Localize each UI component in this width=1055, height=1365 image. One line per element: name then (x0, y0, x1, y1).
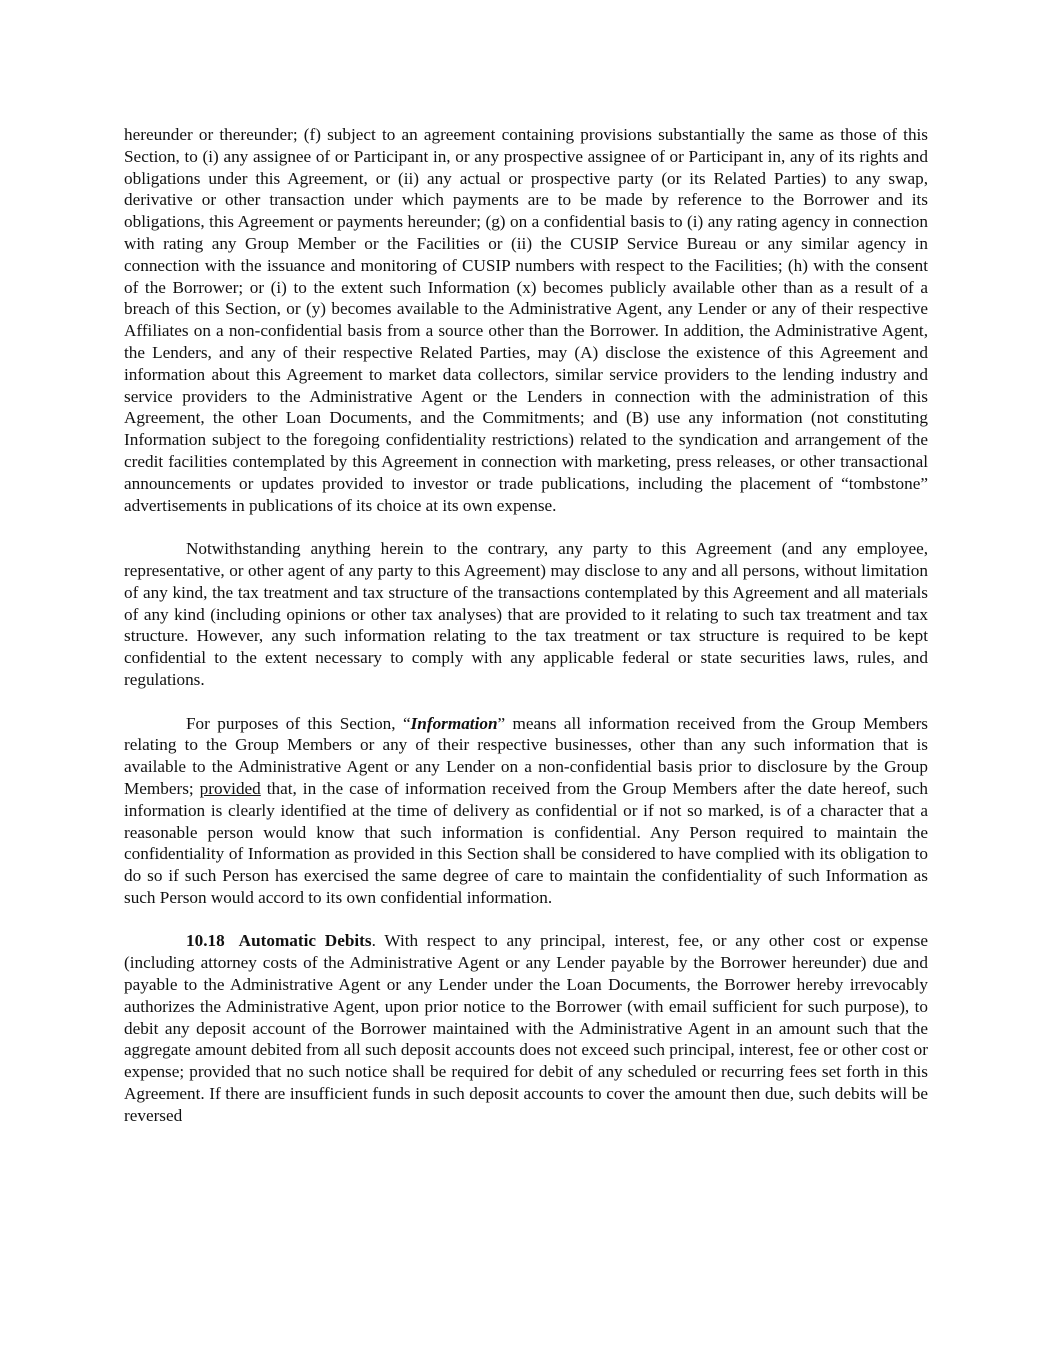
paragraph-information-definition (124, 713, 928, 909)
paragraph-tax-treatment: Notwithstanding anything herein to the contrary, any party to this Agreement (and any employee, representative, or other agent of any party to this Agreement) may disclose to any and all persons, without limitation of any kind, the tax treatment and tax structure of the transactions contemplated by this Agreement and all materials of any kind (including opinions or other tax analyses) that are provided to it relating to such tax treatment and tax structure. However, any such information relating to the tax treatment or tax structure is required to be kept confidential to the extent necessary to comply with any applicable federal or state securities laws, rules, and regulations. (124, 539, 928, 689)
document-body (124, 124, 928, 1148)
paragraph-confidentiality-disclosures: hereunder or thereunder; (f) subject to an agreement containing provisions substantially the same as those of this Section, to (i) any assignee of or Participant in, or any prospective assignee of or Participant in, any of its rights and obligations under this Agreement, or (ii) any actual or prospective party (or its Related Parties) to any swap, derivative or other transaction under which payments are to be made by reference to the Borrower and its obligations, this Agreement or payments hereunder; (g) on a confidential basis to (i) any rating agency in connection with rating any Group Member or the Facilities or (ii) the CUSIP Service Bureau or any similar agency in connection with the issuance and monitoring of CUSIP numbers with respect to the Facilities; (h) with the consent of the Borrower; or (i) to the extent such Information (x) becomes publicly available other than as a result of a breach of this Section, or (y) becomes available to the Administrative Agent, any Lender or any of their respective Affiliates on a non-confidential basis from a source other than the Borrower. In addition, the Administrative Agent, the Lenders, and any of their respective Related Parties, may (A) disclose the existence of this Agreement and information about this Agreement to market data collectors, similar service providers to the lending industry and service providers to the Administrative Agent or the Lenders in connection with the administration of this Agreement, the other Loan Documents, and the Commitments; and (B) use any information (not constituting Information subject to the foregoing confidentiality restrictions) related to the syndication and arrangement of the credit facilities contemplated by this Agreement in connection with marketing, press releases, or other transactional announcements or updates provided to investor or trade publications, including the placement of “tombstone” advertisements in publications of its choice at its own expense. (124, 125, 928, 515)
information-definition-lead: For purposes of this Section, “ (186, 713, 411, 733)
section-text: . With respect to any principal, interest, fee, or any other cost or expense (including attorney costs of the Administrative Agent or any Lender payable by the Borrower hereunder) due and payable to the Administrative Agent or any Lender under the Loan Documents, the Borrower hereby irrevocably authorizes the Administrative Agent, upon prior notice to the Borrower (with email sufficient for such purpose), to debit any deposit account of the Borrower maintained with the Administrative Agent in an amount such that the aggregate amount debited from all such deposit accounts does not exceed such principal, interest, fee or other cost or expense; provided that no such notice shall be required for debit of any scheduled or recurring fees set forth in this Agreement. If there are insufficient funds in such deposit accounts to cover the amount then due, such debits will be reversed (124, 931, 929, 1125)
defined-term-information: Information (410, 713, 498, 733)
information-definition-body: ” means all information received from the Group Members relating to the Group Members or any of their respective businesses, other than any such information that is available to the Administrative Agent or any Lender on a non-confidential basis prior to disclosure by the Group Members; (124, 713, 928, 798)
section-automatic-debits (124, 930, 928, 1126)
information-definition-tail: that, in the case of information received from the Group Members after the date hereof, such information is clearly identified at the time of delivery as confidential or if not so marked, is of a character that a reasonable person would know that such information is confidential. Any Person required to maintain the confidentiality of Information as provided in this Section shall be considered to have complied with its obligation to do so if such Person has exercised the same degree of care to maintain the confidentiality of such Information as such Person would accord to its own confidential information. (124, 778, 928, 907)
provided-underlined: provided (199, 778, 261, 798)
section-title: Automatic Debits (238, 931, 372, 951)
section-number: 10.18 (186, 931, 225, 951)
